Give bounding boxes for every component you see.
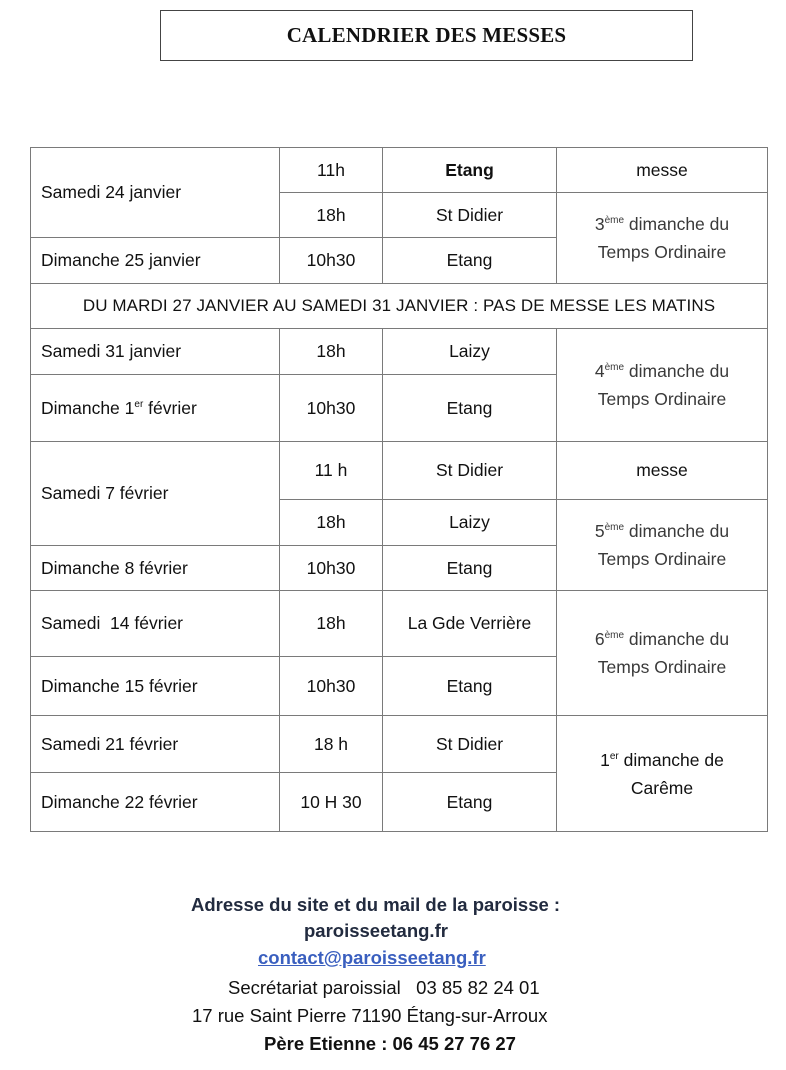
date-cell: Samedi 24 janvier — [31, 148, 280, 238]
liturgy-cell — [557, 591, 768, 716]
liturgy-text: dimanche du Temps Ordinaire — [597, 214, 730, 262]
date-cell — [31, 375, 280, 442]
email-link[interactable]: contact@paroisseetang.fr — [258, 947, 486, 968]
postal-address: 17 rue Saint Pierre 71190 Étang-sur-Arroux — [192, 1005, 548, 1026]
liturgy-cell — [557, 716, 768, 832]
date-cell: Samedi 14 février — [31, 591, 280, 657]
time-cell: 10h30 — [280, 375, 383, 442]
place-cell: Etang — [383, 546, 557, 591]
place-cell: La Gde Verrière — [383, 591, 557, 657]
liturgy-ordinal: ème — [604, 362, 625, 373]
time-cell: 10 H 30 — [280, 773, 383, 832]
liturgy-ordinal: ème — [604, 522, 625, 533]
liturgy-ordinal: er — [609, 750, 619, 762]
place-cell: St Didier — [383, 442, 557, 500]
liturgy-cell — [557, 193, 768, 284]
liturgy-number: 1 — [600, 749, 610, 770]
liturgy-cell — [557, 329, 768, 442]
banner-row — [31, 284, 768, 329]
notice-banner: DU MARDI 27 JANVIER AU SAMEDI 31 JANVIER : PAS DE MESSE LES MATINS — [31, 284, 768, 329]
note-cell: messe — [557, 148, 768, 193]
website-text: paroisseetang.fr — [304, 920, 448, 941]
date-text: Dimanche 1 — [41, 397, 135, 418]
date-text: février — [143, 397, 197, 418]
place-cell: Laizy — [383, 500, 557, 546]
time-cell: 18h — [280, 193, 383, 238]
place-cell: Etang — [383, 773, 557, 832]
liturgy-ordinal: ème — [604, 215, 625, 226]
time-cell: 10h30 — [280, 238, 383, 284]
place-cell: Etang — [383, 148, 557, 193]
time-cell: 10h30 — [280, 546, 383, 591]
place-cell: Etang — [383, 238, 557, 284]
place-cell: Etang — [383, 657, 557, 716]
place-cell: St Didier — [383, 193, 557, 238]
time-cell: 18 h — [280, 716, 383, 773]
date-cell: Dimanche 8 février — [31, 546, 280, 591]
date-cell: Dimanche 25 janvier — [31, 238, 280, 284]
table-row — [31, 442, 768, 500]
liturgy-text: dimanche de Carême — [618, 749, 724, 798]
liturgy-number: 5 — [594, 521, 605, 541]
liturgy-ordinal: ème — [604, 630, 625, 641]
liturgy-text: dimanche du Temps Ordinaire — [597, 361, 730, 409]
page-title: CALENDRIER DES MESSES — [286, 23, 567, 47]
table-row — [31, 591, 768, 657]
liturgy-text: dimanche du Temps Ordinaire — [597, 629, 730, 677]
time-cell: 18h — [280, 329, 383, 375]
date-ordinal: er — [134, 398, 144, 410]
table-row — [31, 716, 768, 773]
date-cell: Samedi 7 février — [31, 442, 280, 546]
secretariat-phone: Secrétariat paroissial 03 85 82 24 01 — [228, 977, 540, 998]
title-box — [160, 10, 693, 61]
priest-phone: Père Etienne : 06 45 27 76 27 — [264, 1033, 516, 1054]
place-cell: Laizy — [383, 329, 557, 375]
liturgy-text: dimanche du Temps Ordinaire — [597, 521, 730, 569]
mass-schedule-table — [30, 147, 768, 832]
time-cell: 10h30 — [280, 657, 383, 716]
date-cell: Dimanche 22 février — [31, 773, 280, 832]
footer-heading: Adresse du site et du mail de la paroisse : — [191, 894, 561, 915]
date-cell: Samedi 21 février — [31, 716, 280, 773]
time-cell: 11 h — [280, 442, 383, 500]
time-cell: 18h — [280, 500, 383, 546]
liturgy-number: 3 — [594, 214, 605, 234]
table-row — [31, 329, 768, 375]
place-cell: St Didier — [383, 716, 557, 773]
liturgy-cell — [557, 500, 768, 591]
note-cell: messe — [557, 442, 768, 500]
place-cell: Etang — [383, 375, 557, 442]
liturgy-number: 4 — [594, 361, 605, 381]
table-row — [31, 148, 768, 193]
date-cell: Samedi 31 janvier — [31, 329, 280, 375]
time-cell: 18h — [280, 591, 383, 657]
liturgy-number: 6 — [594, 629, 605, 649]
date-cell: Dimanche 15 février — [31, 657, 280, 716]
time-cell: 11h — [280, 148, 383, 193]
